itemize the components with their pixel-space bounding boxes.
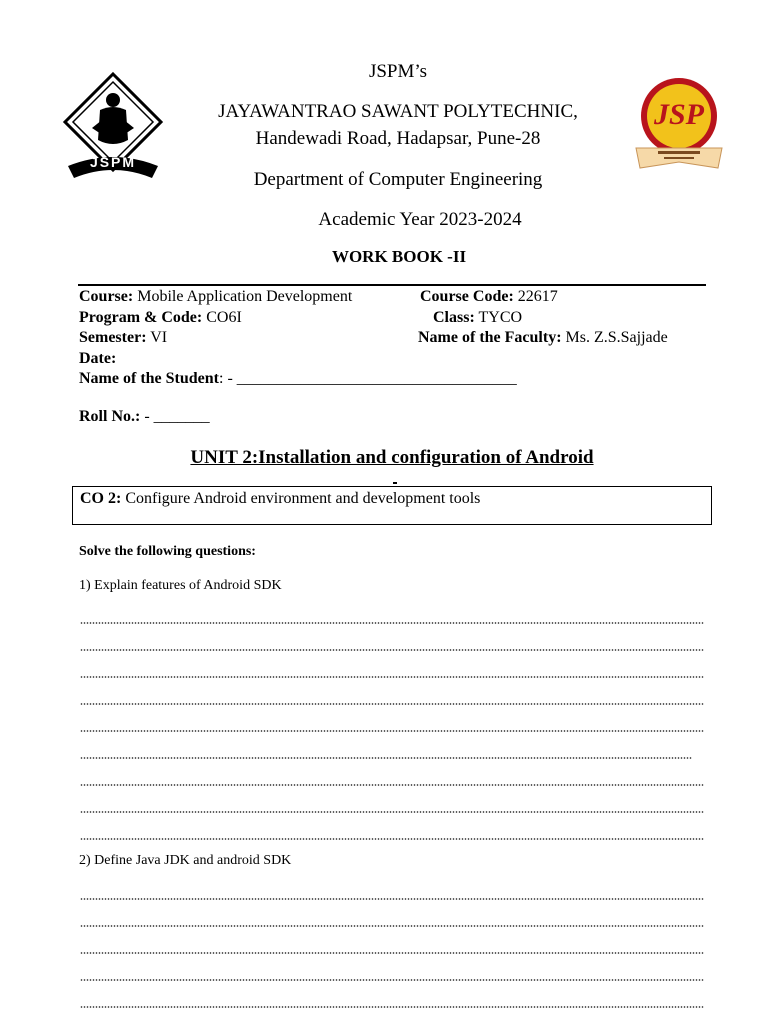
roll-value: - _______ [140, 408, 210, 425]
logo-right-text: JSP [653, 98, 704, 131]
course-code-label: Course Code: [420, 288, 514, 305]
course-code-value: 22617 [513, 288, 558, 305]
date-label: Date: [79, 350, 117, 367]
logo-left-text: JSPM [89, 154, 137, 170]
department-name: Department of Computer Engineering [253, 169, 543, 190]
answer-line [80, 676, 704, 678]
answer-line [80, 730, 704, 732]
question-1: 1) Explain features of Android SDK [79, 578, 282, 593]
program-value: CO6I [202, 309, 242, 326]
answer-line [80, 898, 704, 900]
date-line [79, 350, 116, 368]
program-line [79, 309, 242, 327]
instruction-text: Solve the following questions: [79, 544, 256, 559]
course-value: Mobile Application Development [133, 288, 353, 305]
answer-line [80, 979, 704, 981]
course-label: Course: [79, 288, 134, 305]
workbook-title: WORK BOOK -II [331, 247, 467, 266]
answer-line [80, 1006, 704, 1008]
course-line [79, 288, 352, 306]
class-value: TYCO [474, 309, 523, 326]
unit-title-underline-mark [393, 482, 397, 484]
answer-line [80, 784, 704, 786]
question-2: 2) Define Java JDK and android SDK [79, 853, 292, 868]
jspm-logo-left [62, 70, 164, 182]
co-text: Configure Android environment and development tools [121, 490, 481, 507]
institute-name: JAYAWANTRAO SAWANT POLYTECHNIC, [218, 101, 578, 122]
roll-label: Roll No.: [79, 408, 141, 425]
student-line [79, 370, 517, 388]
roll-line [79, 408, 210, 426]
header-divider [78, 284, 706, 286]
student-value: : - ___________________________________ [219, 370, 517, 387]
answer-line [80, 703, 704, 705]
answer-line [80, 925, 704, 927]
faculty-label: Name of the Faculty: [418, 329, 562, 346]
co-line [80, 490, 480, 508]
answer-line [80, 838, 704, 840]
answer-line [80, 649, 704, 651]
class-line [433, 309, 522, 327]
faculty-value: Ms. Z.S.Sajjade [561, 329, 668, 346]
co-label: CO 2: [80, 490, 122, 507]
institute-address: Handewadi Road, Hadapsar, Pune-28 [255, 128, 541, 149]
jsp-logo-right [634, 76, 724, 176]
answer-line [80, 952, 704, 954]
semester-value: VI [146, 329, 168, 346]
answer-line [80, 811, 704, 813]
semester-line [79, 329, 167, 347]
course-code-line [420, 288, 558, 306]
faculty-line [418, 329, 668, 347]
answer-line [80, 622, 704, 624]
org-name: JSPM’s [368, 61, 428, 82]
co-box [72, 486, 712, 525]
program-label: Program & Code: [79, 309, 203, 326]
student-label: Name of the Student [79, 370, 219, 387]
semester-label: Semester: [79, 329, 147, 346]
unit-title: UNIT 2:Installation and configuration of Android [190, 447, 594, 468]
academic-year: Academic Year 2023-2024 [318, 209, 522, 230]
class-label: Class: [433, 309, 475, 326]
answer-line [80, 757, 692, 759]
